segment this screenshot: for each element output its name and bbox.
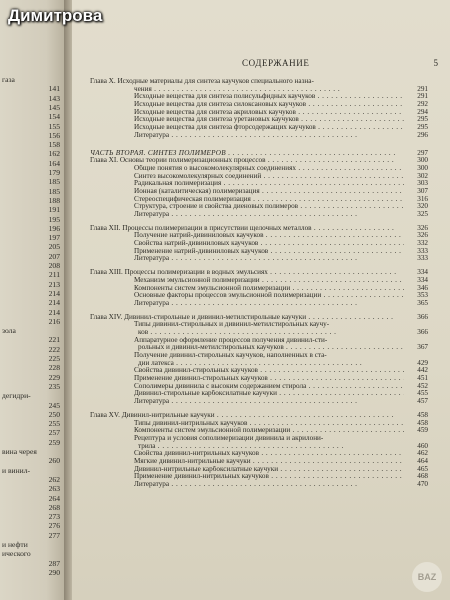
left-fragment-page: 260 — [48, 456, 60, 466]
toc-entry-page: 366 — [417, 327, 428, 336]
left-fragment-page: 235 — [48, 381, 60, 391]
left-fragment-page: 216 — [48, 316, 60, 326]
toc-entry — [90, 473, 428, 481]
toc-entry-page: 334 — [417, 275, 428, 284]
toc-entry — [90, 292, 428, 300]
toc-entry-title: Типы дивинил-стирольных и дивинил-метилстирольных каучу- — [134, 321, 330, 329]
toc-entry-title: Ионная (каталитическая) полимеризация . . . — [134, 188, 404, 196]
toc-entry-title: чения . . . — [134, 86, 404, 94]
toc-entry-page: 295 — [417, 115, 428, 124]
toc-entry-page: 367 — [417, 343, 428, 352]
toc-entry-title: Свойства дивинил-стирольных каучуков . . . — [134, 367, 404, 375]
left-fragment-page: 228 — [48, 363, 60, 373]
toc-entry-page: 458 — [417, 410, 428, 419]
toc-entry-page: 451 — [417, 374, 428, 383]
left-fragment-page: 257 — [48, 428, 60, 438]
toc-entry — [90, 173, 428, 181]
toc-entry-title: Дивинил-нитрильные карбоксилатные каучуки . . . — [134, 466, 404, 474]
toc-entry-page: 452 — [417, 381, 428, 390]
left-fragment-text: и винил- — [2, 465, 31, 475]
toc-entry-page: 353 — [417, 291, 428, 300]
left-fragment-page: 259 — [48, 437, 60, 447]
toc-entry-page: 320 — [417, 202, 428, 211]
left-fragment-page: 255 — [48, 419, 60, 429]
left-fragment-page: 205 — [48, 242, 60, 252]
toc-entry-title: Дивинил-стирольные карбоксилатные каучуки . . . — [134, 390, 404, 398]
toc-entry — [90, 116, 428, 124]
toc-entry — [90, 86, 428, 94]
toc-entry-title: Литература . . . — [134, 398, 404, 406]
toc-entry-page: 291 — [417, 92, 428, 101]
toc-entry — [90, 450, 428, 458]
toc-entry-title: Применение дивинил-нитрильных каучуков . . . — [134, 473, 404, 481]
toc-entry — [90, 165, 428, 173]
toc-chapter — [90, 78, 428, 86]
toc-chapter — [90, 314, 428, 322]
toc-entry-title: Применение натрий-дивиниловых каучуков . . . — [134, 248, 404, 256]
toc-entry-page: 307 — [417, 186, 428, 195]
toc-entry-title: Сополимеры дивинила с высоким содержанием стирола . . . — [134, 383, 404, 391]
toc-entry-title: Мягкие дивинил-нитрильные каучуки . . . — [134, 458, 404, 466]
toc-entry — [90, 344, 428, 352]
toc-entry-title: Общие понятия о высокомолекулярных соединениях . . . — [134, 165, 404, 173]
toc-entry-title: Исходные вещества для синтеза акриловых каучуков . . . — [134, 109, 404, 117]
left-fragment-page: 273 — [48, 512, 60, 522]
toc-entry-page: 462 — [417, 449, 428, 458]
toc-entry-title: Типы дивинил-нитрильных каучуков . . . — [134, 420, 404, 428]
toc-entry — [90, 109, 428, 117]
toc-entry — [90, 443, 428, 451]
toc-entry-page: 460 — [417, 441, 428, 450]
toc-entry-page: 465 — [417, 464, 428, 473]
toc-entry-title: Структура, строение и свойства диеновых полимеров . . . — [134, 203, 404, 211]
left-fragment-page: 155 — [48, 121, 60, 131]
left-fragment-page: 229 — [48, 372, 60, 382]
left-fragment-page: 191 — [48, 205, 60, 215]
toc-entry-title: Глава XIV. Дивинил-стирольные и дивинил-метилстирольные каучуки . . . — [90, 314, 396, 322]
toc-entry-page: 316 — [417, 194, 428, 203]
toc-entry-page: 325 — [417, 210, 428, 218]
toc-entry-page: 302 — [417, 171, 428, 180]
toc-entry-title: Основные факторы процессов эмульсионной полимеризации . . . — [134, 292, 404, 300]
toc-entry-title: дии латекса . . . — [138, 360, 404, 368]
left-fragment-page: 211 — [48, 270, 60, 280]
left-fragment-text: зола — [2, 326, 16, 336]
toc-entry-title: Получение дивинил-стирольных каучуков, наполненных в ста- — [134, 352, 327, 359]
toc-entry — [90, 93, 428, 101]
toc-entry — [90, 285, 428, 293]
toc-entry-title: Литература . . . — [134, 211, 404, 219]
left-fragment-text: и нефти — [2, 540, 28, 549]
toc-part — [90, 150, 428, 158]
toc-entry-title: Глава XI. Основы теории полимеризационных процессов . . . — [90, 157, 396, 165]
toc-entry-title: Стереоспецифическая полимеризация . . . — [134, 196, 404, 204]
toc-entry-title: Свойства натрий-дивиниловых каучуков . . . — [134, 240, 404, 248]
toc-entry-page: 333 — [417, 246, 428, 255]
left-fragment-page: 264 — [48, 493, 60, 503]
toc-entry-page: 457 — [417, 397, 428, 406]
toc-entry-page: 297 — [417, 148, 428, 157]
toc-chapter — [90, 412, 428, 420]
left-fragment-page: 250 — [48, 409, 60, 419]
toc-entry-title: Литература . . . — [134, 132, 404, 140]
toc-entry-title: Компоненты систем эмульсионной полимеризации . . . — [134, 285, 404, 293]
toc-entry-title: Рецептура и условия сополимеризации дивинила и акрилони- — [134, 434, 324, 442]
left-fragment-page: 207 — [48, 251, 60, 261]
toc-entry-title: Аппаратурное оформление процессов получения дивинил-сти- — [134, 336, 328, 344]
toc-entry — [90, 255, 428, 263]
toc-entry — [90, 329, 428, 337]
seller-name-overlay: Димитрова — [8, 6, 103, 25]
toc-entry-page: 464 — [417, 456, 428, 465]
left-fragment-page: 262 — [48, 474, 60, 484]
left-fragment-page: 185 — [48, 186, 60, 196]
toc-entry-page: 458 — [417, 418, 428, 427]
toc-entry-page: 291 — [417, 84, 428, 93]
toc-entry-page: 455 — [417, 389, 428, 398]
toc-entry-page: 292 — [417, 100, 428, 109]
toc-entry — [90, 124, 428, 132]
page-header — [82, 58, 440, 70]
toc-entry — [90, 203, 428, 211]
toc-entry-title: Применение дивинил-стирольных каучуков . . . — [134, 375, 404, 383]
toc-entry — [90, 398, 428, 406]
toc-entry — [90, 321, 428, 329]
toc-entry — [90, 420, 428, 428]
toc-entry-page: 294 — [417, 107, 428, 116]
toc-entry-title: Компоненты систем эмульсионной полимеризации . . . — [134, 427, 404, 435]
toc-entry — [90, 132, 428, 140]
toc-entry-page: 300 — [417, 156, 428, 165]
table-of-contents — [90, 78, 428, 489]
left-fragment-page: 268 — [48, 502, 60, 512]
toc-entry-page: 326 — [417, 223, 428, 232]
toc-entry-title: Радикальная полимеризация . . . — [134, 180, 404, 188]
toc-entry — [90, 300, 428, 308]
toc-entry-page: 300 — [417, 163, 428, 172]
left-fragment-text: дегидри- — [2, 391, 31, 401]
toc-entry-page: 296 — [417, 130, 428, 139]
left-fragment-page: 164 — [48, 158, 60, 168]
toc-entry-title: трила . . . — [138, 443, 404, 451]
left-fragment-page: 214 — [48, 307, 60, 317]
left-fragment-page: 141 — [48, 84, 60, 94]
left-fragment-page: 196 — [48, 223, 60, 233]
toc-entry — [90, 427, 428, 435]
toc-entry — [90, 383, 428, 391]
left-fragment-text: газа — [2, 75, 15, 84]
left-fragment-text: ического — [2, 549, 31, 559]
toc-entry-title: Глава X. Исходные материалы для синтеза каучуков специального назна- — [90, 78, 314, 85]
toc-entry-page: 346 — [417, 283, 428, 292]
toc-chapter — [90, 269, 428, 277]
toc-entry — [90, 375, 428, 383]
page-number: 5 — [433, 58, 438, 68]
toc-entry — [90, 180, 428, 188]
toc-entry-page: 470 — [417, 480, 428, 488]
toc-chapter — [90, 225, 428, 233]
toc-entry-page: 333 — [417, 254, 428, 263]
toc-entry — [90, 101, 428, 109]
toc-entry — [90, 360, 428, 368]
toc-entry-title: Механизм эмульсионной полимеризации . . . — [134, 277, 404, 285]
toc-entry-title: Литература . . . — [134, 481, 404, 489]
page-title: СОДЕРЖАНИЕ — [242, 58, 310, 68]
toc-entry — [90, 240, 428, 248]
toc-entry-title: Исходные вещества для синтеза полисульфидных каучуков . . . — [134, 93, 404, 101]
left-fragment-page: 221 — [48, 335, 60, 345]
toc-entry-title: Исходные вещества для синтеза фторсодержащих каучуков . . . — [134, 124, 404, 132]
toc-entry — [90, 352, 428, 360]
left-fragment-page: 222 — [48, 344, 60, 354]
toc-entry — [90, 481, 428, 489]
toc-entry — [90, 458, 428, 466]
toc-entry-page: 442 — [417, 366, 428, 375]
left-fragment-page: 154 — [48, 112, 60, 122]
toc-entry — [90, 196, 428, 204]
left-fragment-page: 214 — [48, 298, 60, 308]
left-fragment-page: 214 — [48, 288, 60, 298]
left-fragment-page: 276 — [48, 521, 60, 531]
toc-entry-title: Получение натрий-дивиниловых каучуков . . . — [134, 232, 404, 240]
toc-spacer — [90, 140, 428, 150]
left-fragment-page: 263 — [48, 484, 60, 494]
left-fragment-page: 158 — [48, 140, 60, 150]
toc-entry-title: Глава XII. Процессы полимеризации в присутствии щелочных металлов . . . — [90, 225, 396, 233]
toc-entry-title: Литература . . . — [134, 255, 404, 263]
toc-entry — [90, 337, 428, 345]
toc-entry-page: 326 — [417, 231, 428, 240]
left-fragment-page: 143 — [48, 93, 60, 103]
toc-entry-title: Свойства дивинил-нитрильных каучуков . . . — [134, 450, 404, 458]
toc-entry-title: Глава XIII. Процессы полимеризации в водных эмульсиях . . . — [90, 269, 396, 277]
right-page — [72, 0, 450, 600]
toc-entry-title: Синтез высокомолекулярных соединений . . . — [134, 173, 404, 181]
watermark-logo: BAZ — [412, 562, 442, 592]
toc-entry-page: 459 — [417, 426, 428, 435]
toc-entry-page: 295 — [417, 123, 428, 132]
left-fragment-page: 156 — [48, 130, 60, 140]
toc-entry-title: Исходные вещества для синтеза силоксановых каучуков . . . — [134, 101, 404, 109]
toc-entry — [90, 390, 428, 398]
left-fragment-page: 162 — [48, 149, 60, 159]
left-fragment-page: 287 — [48, 558, 60, 568]
toc-entry-page: 332 — [417, 239, 428, 248]
left-fragment-page: 245 — [48, 400, 60, 410]
toc-entry-title: рольных и дивинил-метилстирольных каучуков . . . — [138, 344, 404, 352]
toc-entry — [90, 367, 428, 375]
toc-entry — [90, 232, 428, 240]
left-page-fragment — [0, 0, 66, 600]
toc-entry — [90, 248, 428, 256]
toc-entry-page: 468 — [417, 472, 428, 481]
toc-entry-page: 303 — [417, 179, 428, 188]
left-fragment-page: 277 — [48, 530, 60, 540]
toc-chapter — [90, 157, 428, 165]
toc-entry-page: 365 — [417, 298, 428, 307]
left-fragment-page: 213 — [48, 279, 60, 289]
toc-entry-title: Исходные вещества для синтеза уретановых каучуков . . . — [134, 116, 404, 124]
toc-entry — [90, 277, 428, 285]
left-fragment-page: 179 — [48, 168, 60, 177]
toc-entry-page: 366 — [417, 312, 428, 321]
left-fragment-text: вина черея — [2, 447, 37, 456]
toc-entry — [90, 188, 428, 196]
toc-entry-page: 334 — [417, 268, 428, 277]
toc-entry — [90, 435, 428, 443]
toc-entry — [90, 466, 428, 474]
toc-entry — [90, 211, 428, 219]
left-fragment-page: 225 — [48, 354, 60, 363]
left-fragment-page: 188 — [48, 195, 60, 205]
left-fragment-page: 290 — [48, 567, 60, 577]
left-fragment-page: 145 — [48, 102, 60, 112]
toc-entry-title: Глава XV. Дивинил-нитрильные каучуки . . . — [90, 412, 396, 420]
toc-entry-title: ЧАСТЬ ВТОРАЯ. СИНТЕЗ ПОЛИМЕРОВ . . . — [90, 150, 398, 158]
left-fragment-page: 195 — [48, 214, 60, 224]
left-fragment-page: 185 — [48, 177, 60, 187]
toc-entry-page: 429 — [417, 358, 428, 367]
left-fragment-page: 208 — [48, 261, 60, 270]
toc-entry-title: Литература . . . — [134, 300, 404, 308]
toc-entry-title: ков . . . — [138, 329, 404, 337]
left-fragment-page: 197 — [48, 233, 60, 243]
